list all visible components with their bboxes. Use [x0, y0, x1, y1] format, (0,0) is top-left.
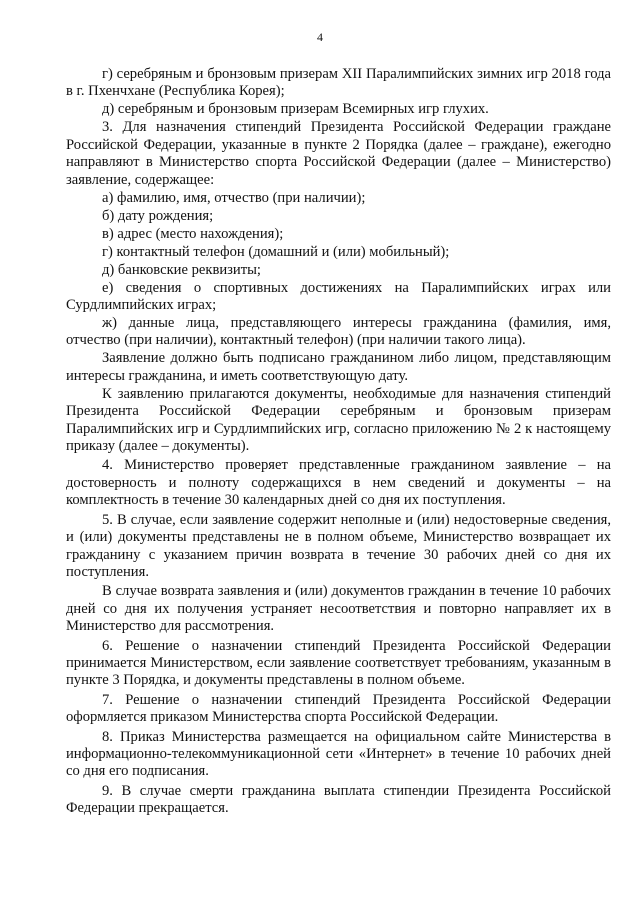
- paragraph-clause-6: 6. Решение о назначении стипендий Президента Российской Федерации принимается Министерством, если заявление соответствует требованиям, указанным в пункте 3 Порядка, и документы представлены в полном объеме.: [66, 637, 611, 689]
- document-body: [66, 66, 611, 818]
- paragraph-item-v-address: в) адрес (место нахождения);: [102, 225, 284, 242]
- paragraph-attached-documents: К заявлению прилагаются документы, необходимые для назначения стипендий Президента Российской Федерации серебряным и бронзовым призерам Паралимпийских игр и Сурдлимпийских игр, согласно приложению № 2 к настоящему приказу (далее – документы).: [66, 385, 611, 455]
- paragraph-clause-3: 3. Для назначения стипендий Президента Российской Федерации граждане Российской Федерации, указанные в пункте 2 Порядка (далее – граждане), ежегодно направляют в Министерство спорта Российской Федерации (далее – Министерство) заявление, содержащее:: [66, 119, 611, 188]
- paragraph-item-a-name: а) фамилию, имя, отчество (при наличии);: [102, 189, 366, 206]
- page-number: 4: [317, 30, 323, 44]
- paragraph-clause-5: 5. В случае, если заявление содержит неполные и (или) недостоверные сведения, и (или) документы представлены не в полном объеме, Министерство возвращает их гражданину с указанием причин возврата в течение 30 рабочих дней со дня их поступления.: [66, 511, 611, 580]
- paragraph-item-zh-representative: ж) данные лица, представляющего интересы гражданина (фамилия, имя, отчество (при наличии), контактный телефон) (при наличии такого лица).: [66, 315, 611, 349]
- paragraph-item-b-birthdate: б) дату рождения;: [102, 207, 214, 224]
- paragraph-clause-7: 7. Решение о назначении стипендий Президента Российской Федерации оформляется приказом Министерства спорта Российской Федерации.: [66, 691, 611, 726]
- paragraph-item-e-achievements: е) сведения о спортивных достижениях на Паралимпийских играх или Сурдлимпийских играх;: [66, 279, 611, 314]
- paragraph-item-d-deaflympics: д) серебряным и бронзовым призерам Всемирных игр глухих.: [102, 101, 489, 118]
- paragraph-item-d-bank-details: д) банковские реквизиты;: [102, 261, 261, 278]
- paragraph-item-g-phone: г) контактный телефон (домашний и (или) мобильный);: [102, 243, 450, 260]
- paragraph-return-procedure: В случае возврата заявления и (или) документов гражданин в течение 10 рабочих дней со дня их получения устраняет несоответствия и повторно направляет их в Министерство для рассмотрения.: [66, 583, 611, 635]
- paragraph-clause-9: 9. В случае смерти гражданина выплата стипендии Президента Российской Федерации прекращается.: [66, 782, 611, 817]
- paragraph-signature-requirement: Заявление должно быть подписано гражданином либо лицом, представляющим интересы гражданина, и иметь соответствующую дату.: [66, 350, 611, 384]
- paragraph-clause-8: 8. Приказ Министерства размещается на официальном сайте Министерства в информационно-телекоммуникационной сети «Интернет» в течение 10 рабочих дней со дня его подписания.: [66, 728, 611, 780]
- paragraph-item-g-paralympic-winter: г) серебряным и бронзовым призерам XII Паралимпийских зимних игр 2018 года в г. Пхенчхане (Республика Корея);: [66, 66, 611, 100]
- paragraph-clause-4: 4. Министерство проверяет представленные гражданином заявление – на достоверность и полноту содержащихся в нем сведений и документы – на комплектность в течение 30 календарных дней со дня их поступления.: [66, 457, 611, 509]
